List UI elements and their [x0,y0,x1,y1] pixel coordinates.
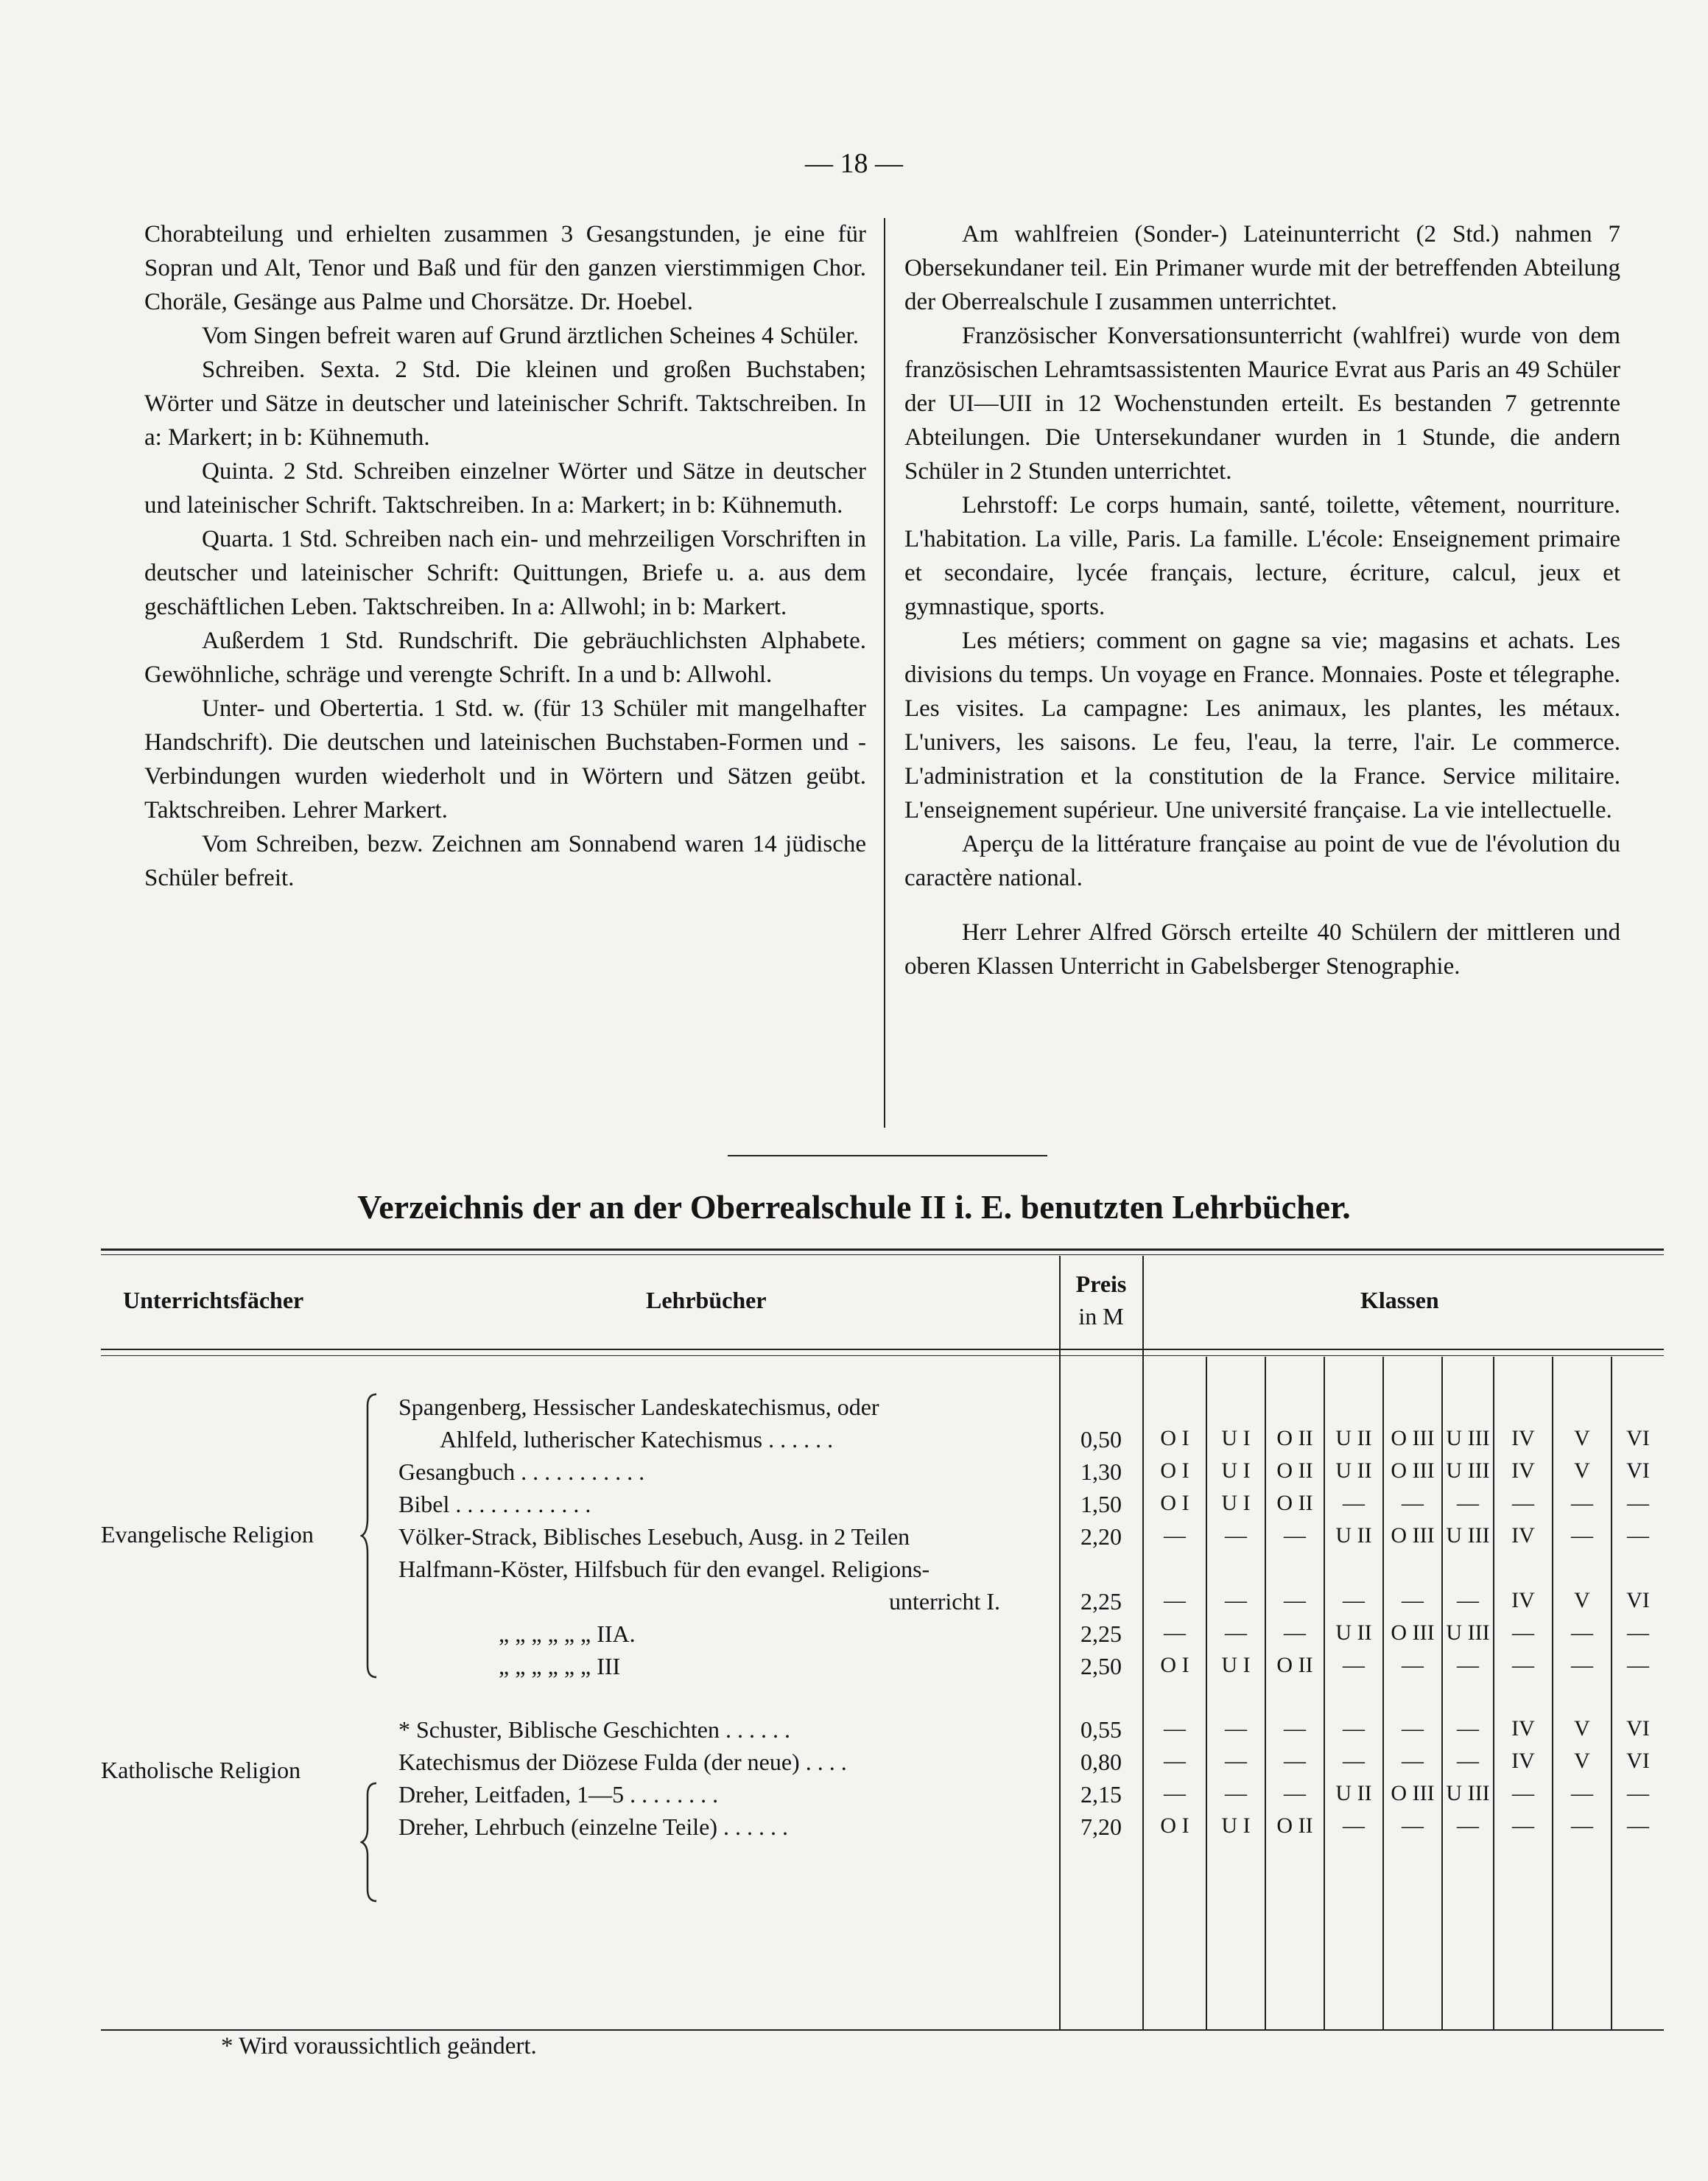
table-rule [1611,1357,1612,2029]
page-number: — 18 — [805,148,903,179]
class-cell: U II [1335,1620,1372,1645]
class-cell: U I [1221,1491,1251,1515]
class-cell: — [1457,1653,1479,1677]
class-cell: — [1343,1749,1365,1773]
class-cell: — [1457,1716,1479,1741]
table-rule [1441,1357,1443,2029]
class-cell: IV [1511,1523,1535,1548]
book-title: „ „ „ „ „ „ III [499,1653,621,1679]
paragraph: Quinta. 2 Std. Schreiben einzelner Wörter und Sätze in deutscher und lateinischer Schrift. Taktschreiben. In a: Markert; in b: Kühnemuth. [144,458,866,519]
paragraph: Aperçu de la littérature française au point de vue de l'évolution du caractère national. [904,831,1620,891]
table-rule [101,1349,1664,1350]
class-cell: — [1512,1781,1534,1805]
class-cell: — [1571,1813,1593,1838]
class-cell: — [1457,1588,1479,1612]
subject-katholische-religion: Katholische Religion [101,1757,301,1783]
table-rule [101,1355,1664,1356]
class-cell: O III [1391,1781,1435,1805]
class-cell: U II [1335,1426,1372,1450]
class-cell: — [1627,1813,1649,1838]
header-subjects: Unterrichtsfächer [123,1287,304,1313]
class-cell: — [1627,1491,1649,1515]
class-cell: — [1512,1813,1534,1838]
header-price: Preis [1075,1271,1127,1297]
class-cell: — [1343,1813,1365,1838]
class-cell: — [1402,1813,1424,1838]
class-cell: — [1284,1749,1306,1773]
left-column [144,217,866,895]
class-cell: — [1627,1781,1649,1805]
class-cell: — [1402,1653,1424,1677]
table-rule [1265,1357,1266,2029]
class-cell: U III [1446,1620,1490,1645]
paragraph: Am wahlfreien (Sonder-) Lateinunterricht (2 Std.) nahmen 7 Obersekundaner teil. Ein Primaner wurde mit der betreffenden Abteilung der Oberrealschule I zusammen unterrichtet. [904,221,1620,315]
class-cell: — [1225,1749,1247,1773]
price-cell: 2,25 [1080,1588,1122,1615]
class-cell: U III [1446,1523,1490,1548]
class-cell: — [1512,1491,1534,1515]
class-cell: O III [1391,1458,1435,1483]
class-cell: — [1457,1491,1479,1515]
class-cell: O I [1160,1653,1189,1677]
paragraph: Französischer Konversationsunterricht (wahlfrei) wurde von dem französischen Lehramtsassistenten Maurice Evrat aus Paris an 49 Schüler der UI—UII in 12 Wochenstunden erteilt. Es bestanden 7 getrennte Abteilungen. Die Untersekundaner wurden in 1 Stunde, die andern Schüler in 2 Stunden unterrichtet. [904,323,1620,485]
class-cell: — [1225,1716,1247,1741]
class-cell: — [1457,1813,1479,1838]
class-cell: O III [1391,1426,1435,1450]
price-cell: 2,25 [1080,1620,1122,1647]
class-cell: V [1574,1588,1590,1612]
paragraph: Vom Schreiben, bezw. Zeichnen am Sonnabend waren 14 jüdische Schüler befreit. [144,831,866,891]
class-cell: — [1343,1491,1365,1515]
paragraph: Les métiers; comment on gagne sa vie; magasins et achats. Les divisions du temps. Un voyage en France. Monnaies. Poste et télegraphe. Les visites. La campagne: Les animaux, les plantes, les métaux. L'univers, les saisons. Le feu, l'eau, la terre, l'air. Le commerce. L'administration et la constitution de la France. Service militaire. L'enseignement supérieur. Une université française. La vie intellectuelle. [904,628,1620,823]
book-title: Dreher, Leitfaden, 1—5 . . . . . . . . [398,1781,719,1808]
class-cell: VI [1626,1458,1650,1483]
class-cell: — [1225,1588,1247,1612]
class-cell: — [1225,1781,1247,1805]
class-cell: — [1402,1491,1424,1515]
class-cell: IV [1511,1588,1535,1612]
column-divider [884,218,885,1128]
price-cell: 7,20 [1080,1813,1122,1840]
table-title: Verzeichnis der an der Oberrealschule II i. E. benutzten Lehrbücher. [357,1188,1351,1226]
class-cell: — [1402,1749,1424,1773]
class-cell: U I [1221,1653,1251,1677]
class-cell: VI [1626,1426,1650,1450]
class-cell: U II [1335,1458,1372,1483]
class-cell: U II [1335,1781,1372,1805]
class-cell: — [1225,1523,1247,1548]
book-title: unterricht I. [889,1588,1001,1615]
class-cell: V [1574,1458,1590,1483]
class-cell: O II [1276,1458,1313,1483]
class-cell: IV [1511,1716,1535,1741]
class-cell: O II [1276,1813,1313,1838]
price-cell: 0,80 [1080,1749,1122,1775]
class-cell: — [1284,1588,1306,1612]
class-cell: U I [1221,1458,1251,1483]
class-cell: — [1284,1781,1306,1805]
book-title: * Schuster, Biblische Geschichten . . . . . . [398,1716,790,1743]
class-cell: IV [1511,1426,1535,1450]
class-cell: — [1164,1588,1186,1612]
book-title: Halfmann-Köster, Hilfsbuch für den evangel. Religions- [398,1556,930,1582]
table-rule [1382,1357,1384,2029]
class-cell: O III [1391,1620,1435,1645]
class-cell: — [1457,1749,1479,1773]
paragraph: Außerdem 1 Std. Rundschrift. Die gebräuchlichsten Alphabete. Gewöhnliche, schräge und verengte Schrift. In a und b: Allwohl. [144,628,866,688]
table-rule [1493,1357,1494,2029]
class-cell: U II [1335,1523,1372,1548]
class-cell: — [1627,1620,1649,1645]
class-cell: — [1571,1491,1593,1515]
class-cell: VI [1626,1716,1650,1741]
book-title: Katechismus der Diözese Fulda (der neue) . . . . [398,1749,847,1775]
class-cell: U III [1446,1458,1490,1483]
paragraph: Herr Lehrer Alfred Görsch erteilte 40 Schülern der mittleren und oberen Klassen Unterricht in Gabelsberger Stenographie. [904,919,1620,980]
price-cell: 1,30 [1080,1458,1122,1485]
class-cell: O I [1160,1491,1189,1515]
price-cell: 2,15 [1080,1781,1122,1808]
class-cell: O II [1276,1491,1313,1515]
class-cell: — [1343,1588,1365,1612]
book-title: Dreher, Lehrbuch (einzelne Teile) . . . . . . [398,1813,788,1840]
class-cell: — [1284,1523,1306,1548]
header-books: Lehrbücher [646,1287,767,1313]
class-cell: — [1571,1523,1593,1548]
book-title: „ „ „ „ „ „ IIA. [499,1620,636,1647]
class-cell: V [1574,1426,1590,1450]
price-cell: 0,50 [1080,1426,1122,1453]
class-cell: U III [1446,1781,1490,1805]
class-cell: — [1627,1523,1649,1548]
class-cell: V [1574,1749,1590,1773]
class-cell: — [1402,1588,1424,1612]
separator-rule [728,1155,1047,1156]
header-classes: Klassen [1360,1287,1439,1313]
textbook-table [101,1248,1664,2033]
price-cell: 2,20 [1080,1523,1122,1550]
class-cell: — [1343,1716,1365,1741]
class-cell: VI [1626,1588,1650,1612]
class-cell: O III [1391,1523,1435,1548]
paragraph: Chorabteilung und erhielten zusammen 3 Gesangstunden, je eine für Sopran und Alt, Tenor und Baß und für den ganzen vierstimmigen Chor. Choräle, Gesänge aus Palme und Chorsätze. Dr. Hoebel. [144,221,866,315]
paragraph: Schreiben. Sexta. 2 Std. Die kleinen und großen Buchstaben; Wörter und Sätze in deutscher und lateinischer Schrift. Taktschreiben. In a: Markert; in b: Kühnemuth. [144,357,866,451]
subject-evangelische-religion: Evangelische Religion [101,1521,314,1548]
class-cell: — [1571,1653,1593,1677]
price-cell: 2,50 [1080,1653,1122,1679]
table-rule [101,1248,1664,1251]
book-title: Bibel . . . . . . . . . . . . [398,1491,591,1517]
paragraph: Vom Singen befreit waren auf Grund ärztlichen Scheines 4 Schüler. [202,323,859,349]
footnote: * Wird voraussichtlich geändert. [221,2033,537,2059]
class-cell: O II [1276,1653,1313,1677]
class-cell: — [1284,1620,1306,1645]
table-rule [101,2029,1664,2031]
class-cell: O II [1276,1426,1313,1450]
table-rule [1206,1357,1207,2029]
class-cell: — [1402,1716,1424,1741]
class-cell: — [1512,1653,1534,1677]
class-cell: O I [1160,1426,1189,1450]
class-cell: — [1164,1749,1186,1773]
table-rule [101,1254,1664,1255]
class-cell: — [1512,1620,1534,1645]
class-cell: VI [1626,1749,1650,1773]
table-rule [1324,1357,1325,2029]
class-cell: — [1164,1523,1186,1548]
class-cell: V [1574,1716,1590,1741]
class-cell: IV [1511,1458,1535,1483]
class-cell: O I [1160,1813,1189,1838]
class-cell: IV [1511,1749,1535,1773]
class-cell: — [1164,1716,1186,1741]
class-cell: — [1571,1781,1593,1805]
book-title: Gesangbuch . . . . . . . . . . . [398,1458,645,1485]
price-cell: 1,50 [1080,1491,1122,1517]
class-cell: — [1571,1620,1593,1645]
book-title: Ahlfeld, lutherischer Katechismus . . . . . . [440,1426,834,1453]
class-cell: U III [1446,1426,1490,1450]
paragraph: Unter- und Obertertia. 1 Std. w. (für 13 Schüler mit mangelhafter Handschrift). Die deutschen und lateinischen Buchstaben-Formen und -Verbindungen wurden wiederholt und in Wörtern und Sätzen geübt. Taktschreiben. Lehrer Markert. [144,695,866,823]
paragraph: Lehrstoff: Le corps humain, santé, toilette, vêtement, nourriture. L'habitation. La ville, Paris. La famille. L'école: Enseignement primaire et secondaire, lycée français, lecture, écriture, calcul, jeux et gymnastique, sports. [904,492,1620,620]
header-price-unit: in M [1078,1303,1124,1330]
price-cell: 0,55 [1080,1716,1122,1743]
class-cell: U I [1221,1426,1251,1450]
class-cell: U I [1221,1813,1251,1838]
paragraph: Quarta. 1 Std. Schreiben nach ein- und mehrzeiligen Vorschriften in deutscher und lateinischer Schrift: Quittungen, Briefe u. a. aus dem geschäftlichen Leben. Taktschreiben. In a: Allwohl; in b: Markert. [144,526,866,620]
class-cell: O I [1160,1458,1189,1483]
right-column [904,217,1620,983]
class-cell: — [1343,1653,1365,1677]
book-title: Völker-Strack, Biblisches Lesebuch, Ausg. in 2 Teilen [398,1523,910,1550]
table-rule [1552,1357,1553,2029]
class-cell: — [1164,1620,1186,1645]
class-cell: — [1284,1716,1306,1741]
class-cell: — [1164,1781,1186,1805]
book-title: Spangenberg, Hessischer Landeskatechismus, oder [398,1394,879,1420]
class-cell: — [1225,1620,1247,1645]
class-cell: — [1627,1653,1649,1677]
